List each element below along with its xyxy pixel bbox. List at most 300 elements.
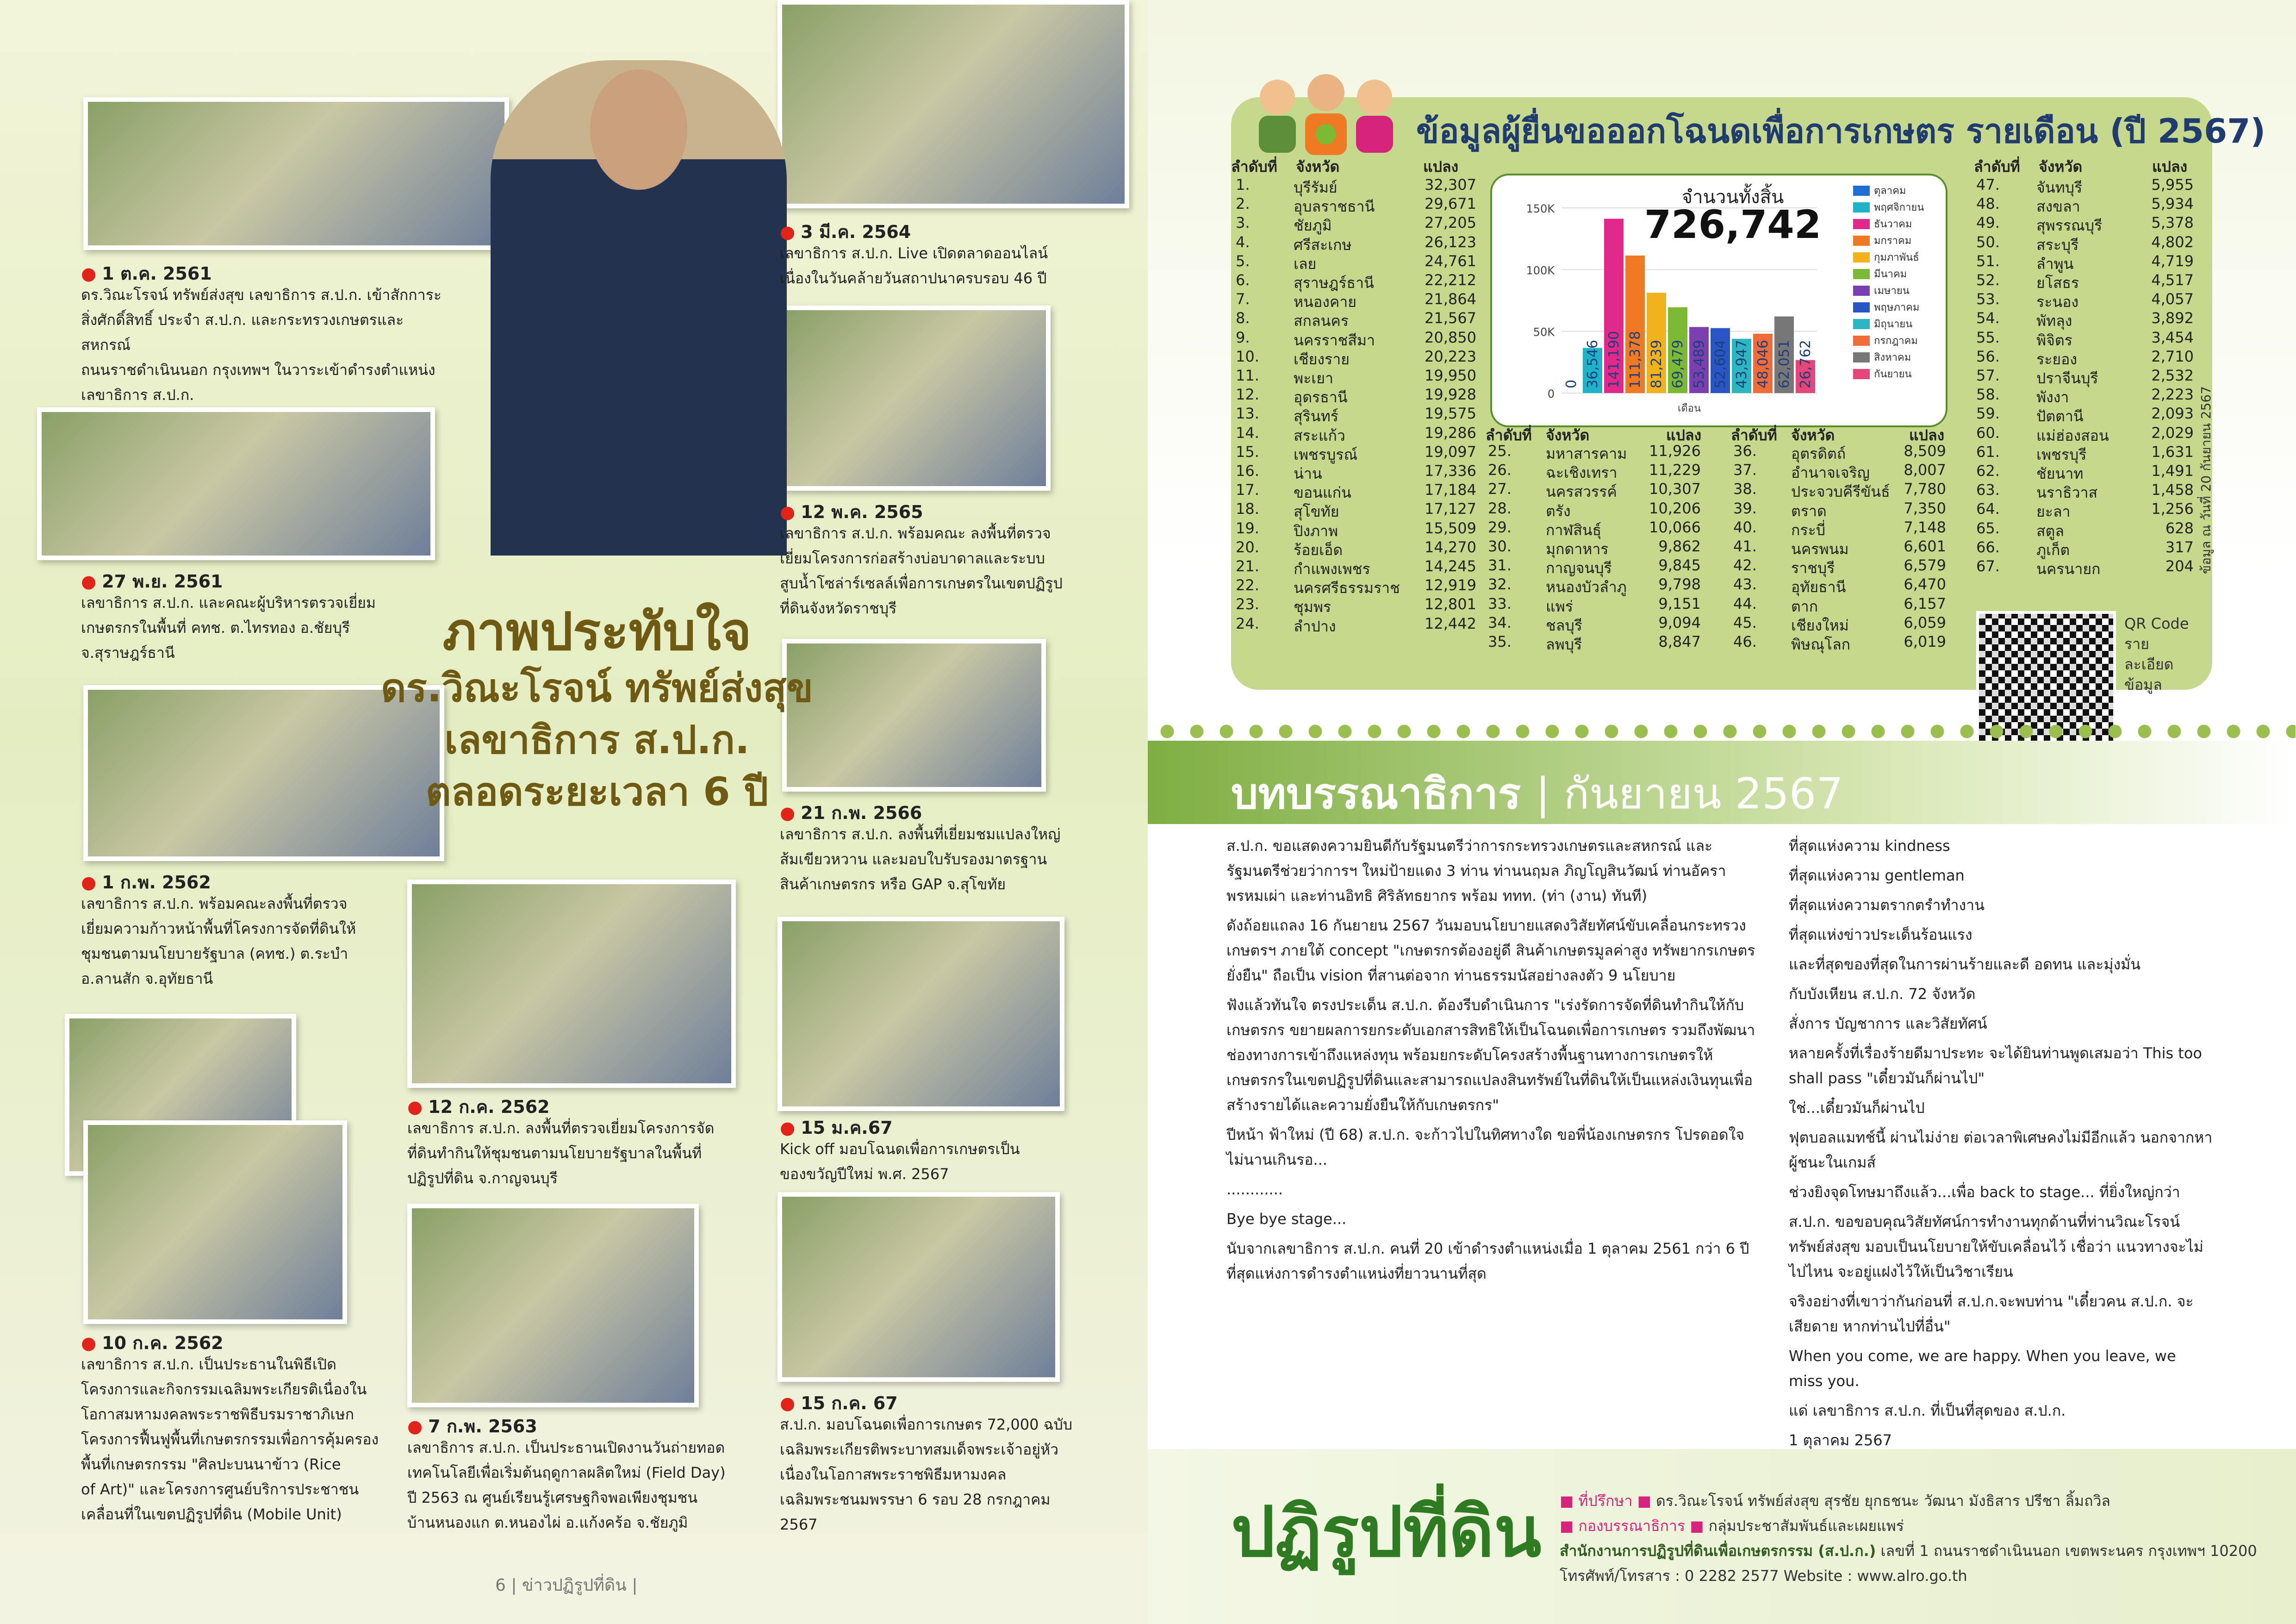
editorial-title xyxy=(1231,759,1843,827)
province-row xyxy=(1976,290,2194,311)
province-province: สุรินทร์ xyxy=(1294,407,1338,425)
province-province: สุราษฎร์ธานี xyxy=(1294,274,1374,292)
province-plots: 6,470 xyxy=(1904,575,1946,593)
province-row xyxy=(1236,576,1476,597)
editorial-paragraph: Bye bye stage... xyxy=(1226,1210,1347,1228)
province-rank: 62. xyxy=(1976,462,2000,480)
photo-4b xyxy=(83,1120,347,1324)
province-rank: 53. xyxy=(1976,290,2000,308)
province-plots: 8,509 xyxy=(1904,442,1946,460)
province-province: เลย xyxy=(1294,255,1317,273)
editorial-title-text: บทบรรณาธิการ xyxy=(1231,769,1521,818)
province-plots: 22,212 xyxy=(1425,271,1476,289)
province-province: ชลบุรี xyxy=(1546,616,1582,634)
province-row xyxy=(1236,176,1476,196)
province-row xyxy=(1236,538,1476,559)
province-row xyxy=(1236,462,1476,482)
editorial-column-2 xyxy=(1789,833,2215,1457)
province-row xyxy=(1488,461,1701,481)
province-province: ชุมพร xyxy=(1294,598,1332,616)
province-rank: 34. xyxy=(1488,613,1512,631)
province-province: กาฬสินธุ์ xyxy=(1546,521,1602,539)
event-date: ● 15 ม.ค.67 xyxy=(780,1113,893,1142)
province-province: สระบุรี xyxy=(2036,236,2079,254)
province-plots: 1,458 xyxy=(2151,481,2194,499)
province-row xyxy=(1236,214,1476,234)
province-rank: 8. xyxy=(1236,309,1250,327)
editorial-paragraph: ฟุตบอลแมทช์นี้ ผ่านไม่ง่าย ต่อเวลาพิเศษคงไม่มีอีกแล้ว นอกจากหาผู้ชนะในเกมส์ xyxy=(1789,1129,2213,1171)
province-plots: 2,532 xyxy=(2151,367,2194,384)
province-province: เพชรบูรณ์ xyxy=(1294,445,1358,463)
bar-value-label: 53,489 xyxy=(1691,340,1707,388)
editorial-paragraph: ใช่...เดี๋ยวมันก็ผ่านไป xyxy=(1789,1099,1925,1117)
province-rank: 52. xyxy=(1976,271,2000,289)
legend-swatch xyxy=(1853,286,1870,296)
province-plots: 9,862 xyxy=(1658,537,1701,555)
province-row xyxy=(1976,405,2194,425)
province-row xyxy=(1976,309,2194,330)
province-province: อุตรดิตถ์ xyxy=(1791,445,1846,462)
legend-swatch xyxy=(1853,319,1870,329)
province-rank: 2. xyxy=(1236,195,1250,213)
legend-entry: ธันวาคม xyxy=(1874,219,1912,230)
province-plots: 9,151 xyxy=(1658,594,1701,612)
province-province: นครสวรรค์ xyxy=(1546,483,1617,501)
province-rank: 51. xyxy=(1976,252,2000,270)
event-caption: เลขาธิการ ส.ป.ก. เป็นประธานเปิดงานวันถ่ายทอด เทคโนโลยีเพื่อเริ่มต้นฤดูกาลผลิตใหม่ (Field Day) ปี 2563 ณ ศูนย์เรียนรู้เศรษฐกิจพอเพียงชุมชน บ้านหนองแก ต.หนองไผ่ อ.แก้งคร้อ จ.ชัยภูมิ xyxy=(407,1439,726,1531)
editorial-paragraph: ดังถ้อยแถลง 16 กันยายน 2567 วันมอบนโยบายแสดงวิสัยทัศน์ขับเคลื่อนกระทรวงเกษตรฯ ภายใต้ concept "เกษตรกรต้องอยู่ดี สินค้าเกษตรมูลค่าสูง ทรัพยากรเกษตรยั่งยืน" ถือเป็น vision ที่สานต่อจาก ท่านธรรมนัสอย่างลงตัว 9 นโยบาย xyxy=(1226,917,1755,984)
province-row xyxy=(1236,309,1476,330)
editorial-paragraph: และที่สุดของที่สุดในการผ่านร้ายและดี อดทน และมุ่งมั่น xyxy=(1789,956,2141,973)
province-row xyxy=(1236,519,1476,540)
province-province: ขอนแก่น xyxy=(1294,484,1351,502)
chart-panel xyxy=(1490,174,1948,427)
province-rank: 30. xyxy=(1488,537,1512,555)
province-rank: 66. xyxy=(1976,538,2000,556)
province-rank: 63. xyxy=(1976,481,2000,499)
province-row xyxy=(1488,518,1701,539)
province-plots: 317 xyxy=(2165,538,2194,556)
province-rank: 13. xyxy=(1236,405,1259,423)
province-province: ฉะเชิงเทรา xyxy=(1546,464,1618,482)
province-plots: 12,442 xyxy=(1425,614,1476,632)
province-province: มหาสารคาม xyxy=(1546,445,1627,462)
bar-value-label: 141,190 xyxy=(1606,331,1622,388)
photo-10 xyxy=(778,917,1064,1111)
province-plots: 11,926 xyxy=(1649,442,1701,460)
province-row xyxy=(1733,575,1946,596)
province-rank: 37. xyxy=(1733,461,1757,479)
province-rank: 65. xyxy=(1976,519,2000,537)
province-rank: 61. xyxy=(1976,443,2000,461)
y-tick-label: 50K xyxy=(1533,325,1555,339)
province-province: หนองบัวลำภู xyxy=(1546,578,1627,596)
province-rank: 47. xyxy=(1976,176,2000,194)
legend-entry: มกราคม xyxy=(1874,235,1912,247)
province-rank: 27. xyxy=(1488,480,1512,498)
province-row xyxy=(1976,462,2194,482)
event-date: ● 10 ก.ค. 2562 xyxy=(81,1329,224,1357)
province-plots: 12,801 xyxy=(1425,595,1476,613)
province-province: หนองคาย xyxy=(1294,293,1356,311)
masthead-logo: ปฏิรูปที่ดิน xyxy=(1231,1492,1542,1573)
province-province: ราชบุรี xyxy=(1791,559,1835,577)
photo-8 xyxy=(782,306,1051,491)
province-row xyxy=(1488,575,1701,596)
bar-value-label: 48,046 xyxy=(1755,340,1771,388)
province-row xyxy=(1236,386,1476,406)
province-province: ระยอง xyxy=(2036,350,2077,368)
province-row xyxy=(1733,461,1946,481)
col3-header-plots: แปลง xyxy=(1909,426,1945,444)
province-row xyxy=(1976,443,2194,463)
province-row xyxy=(1733,500,1946,520)
province-province: น่าน xyxy=(1294,465,1322,482)
bar-value-label: 62,051 xyxy=(1776,340,1792,388)
col2-header-rank: ลำดับที่ xyxy=(1486,426,1532,444)
province-rank: 45. xyxy=(1733,613,1757,631)
province-rank: 15. xyxy=(1236,443,1259,461)
x-axis-label: เดือน xyxy=(1677,403,1701,414)
province-plots: 12,919 xyxy=(1425,576,1476,594)
event-caption: ส.ป.ก. มอบโฉนดเพื่อการเกษตร 72,000 ฉบับ เฉลิมพระเกียรติพระบาทสมเด็จพระเจ้าอยู่หัว เนื่องในโอกาสพระราชพิธีมหามงคล เฉลิมพระชนมพรรษา 6 รอบ 28 กรกฎาคม 2567 xyxy=(780,1416,1073,1533)
col3-header-province: จังหวัด xyxy=(1791,426,1835,444)
bar-value-label: 26,762 xyxy=(1798,340,1814,388)
province-province: กำแพงเพชร xyxy=(1294,560,1370,578)
province-rank: 12. xyxy=(1236,386,1259,404)
province-province: เชียงใหม่ xyxy=(1791,616,1849,634)
province-rank: 32. xyxy=(1488,575,1512,593)
province-rank: 26. xyxy=(1488,461,1512,479)
province-row xyxy=(1236,329,1476,349)
province-row xyxy=(1236,405,1476,425)
credits-names: ดร.วิณะโรจน์ ทรัพย์ส่งสุข สุรชัย ยุกธชนะ วัฒนา มังธิสาร ปรีชา ลิ้มถวิล xyxy=(1656,1492,2111,1510)
province-plots: 7,148 xyxy=(1904,518,1946,536)
event-date: ● 15 ก.ค. 67 xyxy=(780,1389,898,1417)
province-row xyxy=(1976,386,2194,406)
province-plots: 15,509 xyxy=(1425,519,1476,537)
province-rank: 23. xyxy=(1236,595,1259,613)
data-date-note: ข้อมูล ณ วันที่ 20 กันยายน 2567 xyxy=(2198,386,2214,574)
province-plots: 21,567 xyxy=(1425,309,1476,327)
province-rank: 20. xyxy=(1236,538,1259,556)
province-row xyxy=(1733,480,1946,500)
province-row xyxy=(1733,537,1946,558)
credits-line-editors: ■ กองบรรณาธิการ ■ กลุ่มประชาสัมพันธ์และเผยแพร่ xyxy=(1560,1517,1904,1535)
province-plots: 21,864 xyxy=(1425,290,1476,308)
province-plots: 27,205 xyxy=(1425,214,1476,232)
province-plots: 24,761 xyxy=(1425,252,1476,270)
province-rank: 25. xyxy=(1488,442,1512,460)
event-date: ● 3 มี.ค. 2564 xyxy=(780,218,911,246)
province-plots: 20,223 xyxy=(1425,347,1476,365)
province-province: พังงา xyxy=(2036,388,2069,406)
province-rank: 49. xyxy=(1976,214,2000,232)
legend-swatch xyxy=(1853,269,1870,279)
province-plots: 1,256 xyxy=(2151,500,2194,518)
legend-swatch xyxy=(1853,219,1870,229)
province-row xyxy=(1236,557,1476,578)
province-row xyxy=(1236,271,1476,292)
credits-names: กลุ่มประชาสัมพันธ์และเผยแพร่ xyxy=(1708,1517,1904,1535)
province-plots: 14,270 xyxy=(1425,538,1476,556)
province-rank: 28. xyxy=(1488,499,1512,517)
editorial-paragraph: ที่สุดแห่งความ kindness xyxy=(1789,837,1950,855)
event-caption: เลขาธิการ ส.ป.ก. ลงพื้นที่ตรวจเยี่ยมโครงการจัด ที่ดินทำกินให้ชุมชนตามนโยบายรัฐบาลในพื้นที่ ปฏิรูปที่ดิน จ.กาญจนบุรี xyxy=(407,1119,715,1187)
province-plots: 10,307 xyxy=(1649,480,1701,498)
province-province: ลำปาง xyxy=(1294,617,1336,635)
province-rank: 17. xyxy=(1236,481,1259,499)
province-plots: 19,286 xyxy=(1425,424,1476,442)
province-plots: 4,057 xyxy=(2151,290,2194,308)
province-province: สุพรรณบุรี xyxy=(2036,217,2103,235)
province-rank: 41. xyxy=(1733,537,1757,555)
province-plots: 17,127 xyxy=(1425,500,1476,518)
province-plots: 17,184 xyxy=(1425,481,1476,499)
province-plots: 8,847 xyxy=(1658,633,1701,650)
event-date: ● 1 ก.พ. 2562 xyxy=(81,868,211,896)
bar-value-label: 43,947 xyxy=(1734,340,1750,388)
province-rank: 22. xyxy=(1236,576,1259,594)
province-province: กาญจนบุรี xyxy=(1546,559,1612,577)
editorial-paragraph: ปีหน้า ฟ้าใหม่ (ปี 68) ส.ป.ก. จะก้าวไปในทิศทางใด ขอพี่น้องเกษตรกร โปรดอดใจไม่นานเกินรอ... xyxy=(1226,1126,1744,1168)
province-plots: 5,955 xyxy=(2151,176,2194,194)
event-caption: เลขาธิการ ส.ป.ก. พร้อมคณะ ลงพื้นที่ตรวจ เยี่ยมโครงการก่อสร้างบ่อบาดาลและระบบ สูบน้ำโซล่าร์เซลล์เพื่อการเกษตรในเขตปฏิรูป ที่ดินจังหวัดราชบุรี xyxy=(780,525,1063,617)
province-plots: 10,066 xyxy=(1649,518,1701,536)
province-plots: 19,928 xyxy=(1425,386,1476,404)
province-rank: 29. xyxy=(1488,518,1512,536)
province-plots: 20,850 xyxy=(1425,328,1476,346)
province-plots: 204 xyxy=(2165,557,2194,575)
province-row xyxy=(1976,271,2194,292)
credits-line-org xyxy=(1560,1538,2257,1563)
editorial-paragraph: กับบังเหียน ส.ป.ก. 72 จังหวัด xyxy=(1789,985,1976,1003)
editorial-paragraph: ฟังแล้วทันใจ ตรงประเด็น ส.ป.ก. ต้องรีบดำเนินการ "เร่งรัดการจัดที่ดินทำกินให้กับเกษตรกร ขยายผลการยกระดับเอกสารสิทธิให้เป็นโฉนดเพื่อการเกษตร รวมถึงพัฒนาช่องทางการเข้าถึงแหล่งทุน พร้อมยกระดับโครงสร้างพื้นฐานทางการเกษตรให้เกษตรกรในเขตปฏิรูปที่ดินและสามารถแปลงสินทรัพย์ในที่ดินให้เป็นแหล่งเงินทุนเพื่อสร้างรายได้และความยั่งยืนให้กับเกษตรกร" xyxy=(1226,996,1755,1114)
photo-1 xyxy=(83,97,509,250)
photo-7 xyxy=(778,0,1129,208)
province-plots: 2,710 xyxy=(2151,347,2194,365)
editorial-paragraph: หลายครั้งที่เรื่องร้ายดีมาประทะ จะได้ยินท่านพูดเสมอว่า This too shall pass "เดี๋ยวมันก็ผ่านไป" xyxy=(1789,1044,2202,1087)
event-date: ● 1 ต.ค. 2561 xyxy=(81,259,212,287)
y-tick-label: 0 xyxy=(1547,387,1555,400)
col1-header-plots: แปลง xyxy=(1423,158,1459,175)
province-row xyxy=(1488,480,1701,500)
province-province: ตาก xyxy=(1791,597,1818,615)
province-province: เชียงราย xyxy=(1294,350,1350,368)
province-province: สุโขทัย xyxy=(1294,503,1339,521)
province-province: อุบลราชธานี xyxy=(1294,198,1375,216)
province-province: สระแก้ว xyxy=(1294,426,1345,444)
photo-5 xyxy=(407,880,736,1088)
province-plots: 26,123 xyxy=(1425,233,1476,251)
province-row xyxy=(1236,443,1476,463)
province-province: นครพนม xyxy=(1791,540,1849,558)
editorial-paragraph: ส.ป.ก. ขอขอบคุณวิสัยทัศน์การทำงานทุกด้านที่ท่านวิณะโรจน์ ทรัพย์ส่งสุข มอบเป็นนโยบายให้ขับเคลื่อนไว้ เชื่อว่า แนวทางจะไม่ไปไหน จะอยู่แฝงไว้ให้เป็นวิชาเรียน xyxy=(1789,1213,2203,1280)
credits-role: ที่ปรึกษา xyxy=(1578,1492,1633,1510)
province-rank: 4. xyxy=(1236,233,1250,251)
province-row xyxy=(1236,500,1476,520)
event-date: ● 12 ก.ค. 2562 xyxy=(407,1093,550,1121)
legend-entry: กันยายน xyxy=(1874,369,1912,380)
province-plots: 6,059 xyxy=(1904,613,1946,631)
province-row xyxy=(1236,252,1476,273)
province-plots: 9,798 xyxy=(1658,575,1701,593)
province-plots: 17,336 xyxy=(1425,462,1476,480)
province-row xyxy=(1733,633,1946,653)
province-rank: 24. xyxy=(1236,614,1259,632)
province-province: ลำพูน xyxy=(2036,255,2074,273)
credits-role: กองบรรณาธิการ xyxy=(1578,1517,1686,1535)
province-province: ประจวบคีรีขันธ์ xyxy=(1791,483,1890,501)
province-row xyxy=(1976,348,2194,368)
province-province: แพร่ xyxy=(1546,597,1573,615)
page-footer: 6 | ข่าวปฏิรูปที่ดิน | xyxy=(495,1576,638,1595)
portrait-secretary-general xyxy=(491,60,787,556)
province-rank: 19. xyxy=(1236,519,1259,537)
province-row xyxy=(1488,537,1701,558)
province-plots: 10,206 xyxy=(1649,499,1701,517)
province-row xyxy=(1236,348,1476,368)
province-row xyxy=(1488,595,1701,615)
legend-swatch xyxy=(1853,336,1870,346)
province-province: พัทลุง xyxy=(2036,312,2072,330)
province-rank: 48. xyxy=(1976,195,2000,213)
editorial-paragraph: ส.ป.ก. ขอแสดงความยินดีกับรัฐมนตรีว่าการกระทรวงเกษตรและสหกรณ์ และรัฐมนตรีช่วยว่าการฯ ใหม่ป้ายแดง 3 ท่าน ท่านนฤมล ภิญโญสินวัฒน์ ท่านอัครา พรหมเผ่า และท่านอิทธิ ศิริลัทธยากร พร้อม ททท. (ท่า (งาน) ทันที) xyxy=(1226,837,1726,905)
event-caption: Kick off มอบโฉนดเพื่อการเกษตรเป็น ของขวัญปีใหม่ พ.ศ. 2567 xyxy=(780,1140,1020,1183)
legend-entry: พฤศจิกายน xyxy=(1874,202,1924,213)
province-plots: 2,029 xyxy=(2151,424,2194,442)
province-province: ชัยนาท xyxy=(2036,465,2084,482)
chart-total: 726,742 xyxy=(1644,202,1822,247)
province-province: ปัตตานี xyxy=(2036,407,2084,425)
chart-title: จำนวนทั้งสิ้น xyxy=(1681,187,1784,208)
province-plots: 29,671 xyxy=(1425,195,1476,213)
province-plots: 19,575 xyxy=(1425,405,1476,423)
province-rank: 35. xyxy=(1488,633,1512,650)
headline-line-1: ภาพประทับใจ xyxy=(442,602,752,662)
province-row xyxy=(1976,500,2194,520)
legend-entry: สิงหาคม xyxy=(1874,352,1911,363)
province-plots: 3,892 xyxy=(2151,309,2194,327)
province-row xyxy=(1976,195,2194,215)
event-date: ● 12 พ.ค. 2565 xyxy=(780,498,923,526)
province-row xyxy=(1733,556,1946,577)
province-row xyxy=(1733,442,1946,462)
editorial-paragraph: ที่สุดแห่งข่าวประเด็นร้อนแรง xyxy=(1789,926,1972,943)
y-tick-label: 150K xyxy=(1526,202,1555,215)
province-row xyxy=(1976,538,2194,559)
province-plots: 32,307 xyxy=(1425,176,1476,194)
farmers-illustration xyxy=(1250,65,1402,157)
province-province: เพชรบุรี xyxy=(2036,445,2087,463)
province-rank: 7. xyxy=(1236,290,1250,308)
province-rank: 58. xyxy=(1976,386,2000,404)
province-rank: 31. xyxy=(1488,556,1512,575)
credits-line-advisors: ■ ที่ปรึกษา ■ ดร.วิณะโรจน์ ทรัพย์ส่งสุข สุรชัย ยุกธชนะ วัฒนา มังธิสาร ปรีชา ลิ้มถวิล xyxy=(1560,1492,2111,1510)
province-province: ชัยภูมิ xyxy=(1294,217,1332,235)
province-plots: 5,934 xyxy=(2151,195,2194,213)
editorial-paragraph: 1 ตุลาคม 2567 xyxy=(1789,1431,1892,1449)
province-rank: 33. xyxy=(1488,594,1512,612)
province-row xyxy=(1488,442,1701,462)
editorial-paragraph: When you come, we are happy. When you leave, we miss you. xyxy=(1789,1347,2176,1390)
photo-2 xyxy=(37,407,435,560)
province-row xyxy=(1236,367,1476,387)
province-row xyxy=(1488,556,1701,577)
province-province: ยโสธร xyxy=(2036,274,2079,292)
legend-entry: พฤษภาคม xyxy=(1874,302,1920,313)
province-rank: 57. xyxy=(1976,367,2000,384)
province-plots: 19,950 xyxy=(1425,367,1476,384)
legend-entry: มิถุนายน xyxy=(1874,319,1913,330)
editorial-paragraph: ช่วงยิงจุดโทษมาถึงแล้ว...เพื่อ back to stage... ที่ยิ่งใหญ่กว่า xyxy=(1789,1183,2180,1201)
province-province: ระนอง xyxy=(2036,293,2079,311)
province-province: นครศรีธรรมราช xyxy=(1294,579,1400,597)
province-plots: 6,157 xyxy=(1904,594,1946,612)
editorial-paragraph: นับจากเลขาธิการ ส.ป.ก. คนที่ 20 เข้าดำรงตำแหน่งเมื่อ 1 ตุลาคม 2561 กว่า 6 ปี ที่สุดแห่งการดำรงตำแหน่งที่ยาวนานที่สุด xyxy=(1226,1240,1749,1282)
province-plots: 11,229 xyxy=(1649,461,1701,479)
legend-swatch xyxy=(1853,236,1870,246)
legend-swatch xyxy=(1853,186,1870,196)
province-plots: 1,491 xyxy=(2151,462,2194,480)
province-row xyxy=(1733,595,1946,615)
event-caption: เลขาธิการ ส.ป.ก. ลงพื้นที่เยี่ยมชมแปลงใหญ่ ส้มเขียวหวาน และมอบใบรับรองมาตรฐาน สินค้าเกษตรกร หรือ GAP จ.สุโขทัย xyxy=(780,825,1061,893)
province-row xyxy=(1976,367,2194,387)
bar-value-label: 52,604 xyxy=(1712,340,1729,388)
photo-11 xyxy=(778,1192,1060,1382)
province-province: ศรีสะเกษ xyxy=(1294,236,1352,254)
province-province: อำนาจเจริญ xyxy=(1791,464,1870,482)
province-rank: 36. xyxy=(1733,442,1757,460)
province-row xyxy=(1976,519,2194,540)
province-province: นราธิวาส xyxy=(2036,484,2098,502)
province-plots: 9,845 xyxy=(1658,556,1701,575)
province-rank: 21. xyxy=(1236,557,1259,575)
province-row xyxy=(1488,614,1701,634)
province-rank: 64. xyxy=(1976,500,2000,518)
province-rank: 1. xyxy=(1236,176,1250,194)
province-plots: 6,601 xyxy=(1904,537,1946,555)
legend-entry: กรกฎาคม xyxy=(1874,335,1918,347)
legend-swatch xyxy=(1853,369,1870,379)
province-province: ตราด xyxy=(1791,502,1827,520)
province-row xyxy=(1976,481,2194,501)
province-province: ร้อยเอ็ด xyxy=(1294,541,1343,559)
province-row xyxy=(1733,614,1946,634)
legend-entry: มีนาคม xyxy=(1874,269,1907,280)
province-province: กระบี่ xyxy=(1791,521,1826,539)
province-row xyxy=(1733,518,1946,539)
editorial-subtitle: | กันยายน 2567 xyxy=(1536,769,1843,818)
province-rank: 6. xyxy=(1236,271,1250,289)
bar-value-label: 0 xyxy=(1563,379,1580,388)
province-rank: 39. xyxy=(1733,499,1757,517)
province-plots: 1,631 xyxy=(2151,443,2194,461)
province-province: ปราจีนบุรี xyxy=(2036,369,2098,387)
province-rank: 42. xyxy=(1733,556,1757,575)
province-rank: 16. xyxy=(1236,462,1259,480)
province-province: นครนายก xyxy=(2036,560,2101,578)
col4-header-province: จังหวัด xyxy=(2039,158,2083,175)
bar-value-label: 81,239 xyxy=(1649,340,1665,388)
event-date: ● 27 พ.ย. 2561 xyxy=(81,567,223,595)
province-rank: 18. xyxy=(1236,500,1259,518)
province-province: พิจิตร xyxy=(2036,331,2072,349)
province-province: ตรัง xyxy=(1546,502,1571,520)
province-rank: 11. xyxy=(1236,367,1259,384)
province-plots: 9,094 xyxy=(1658,613,1701,631)
province-province: บุรีรัมย์ xyxy=(1294,179,1338,196)
